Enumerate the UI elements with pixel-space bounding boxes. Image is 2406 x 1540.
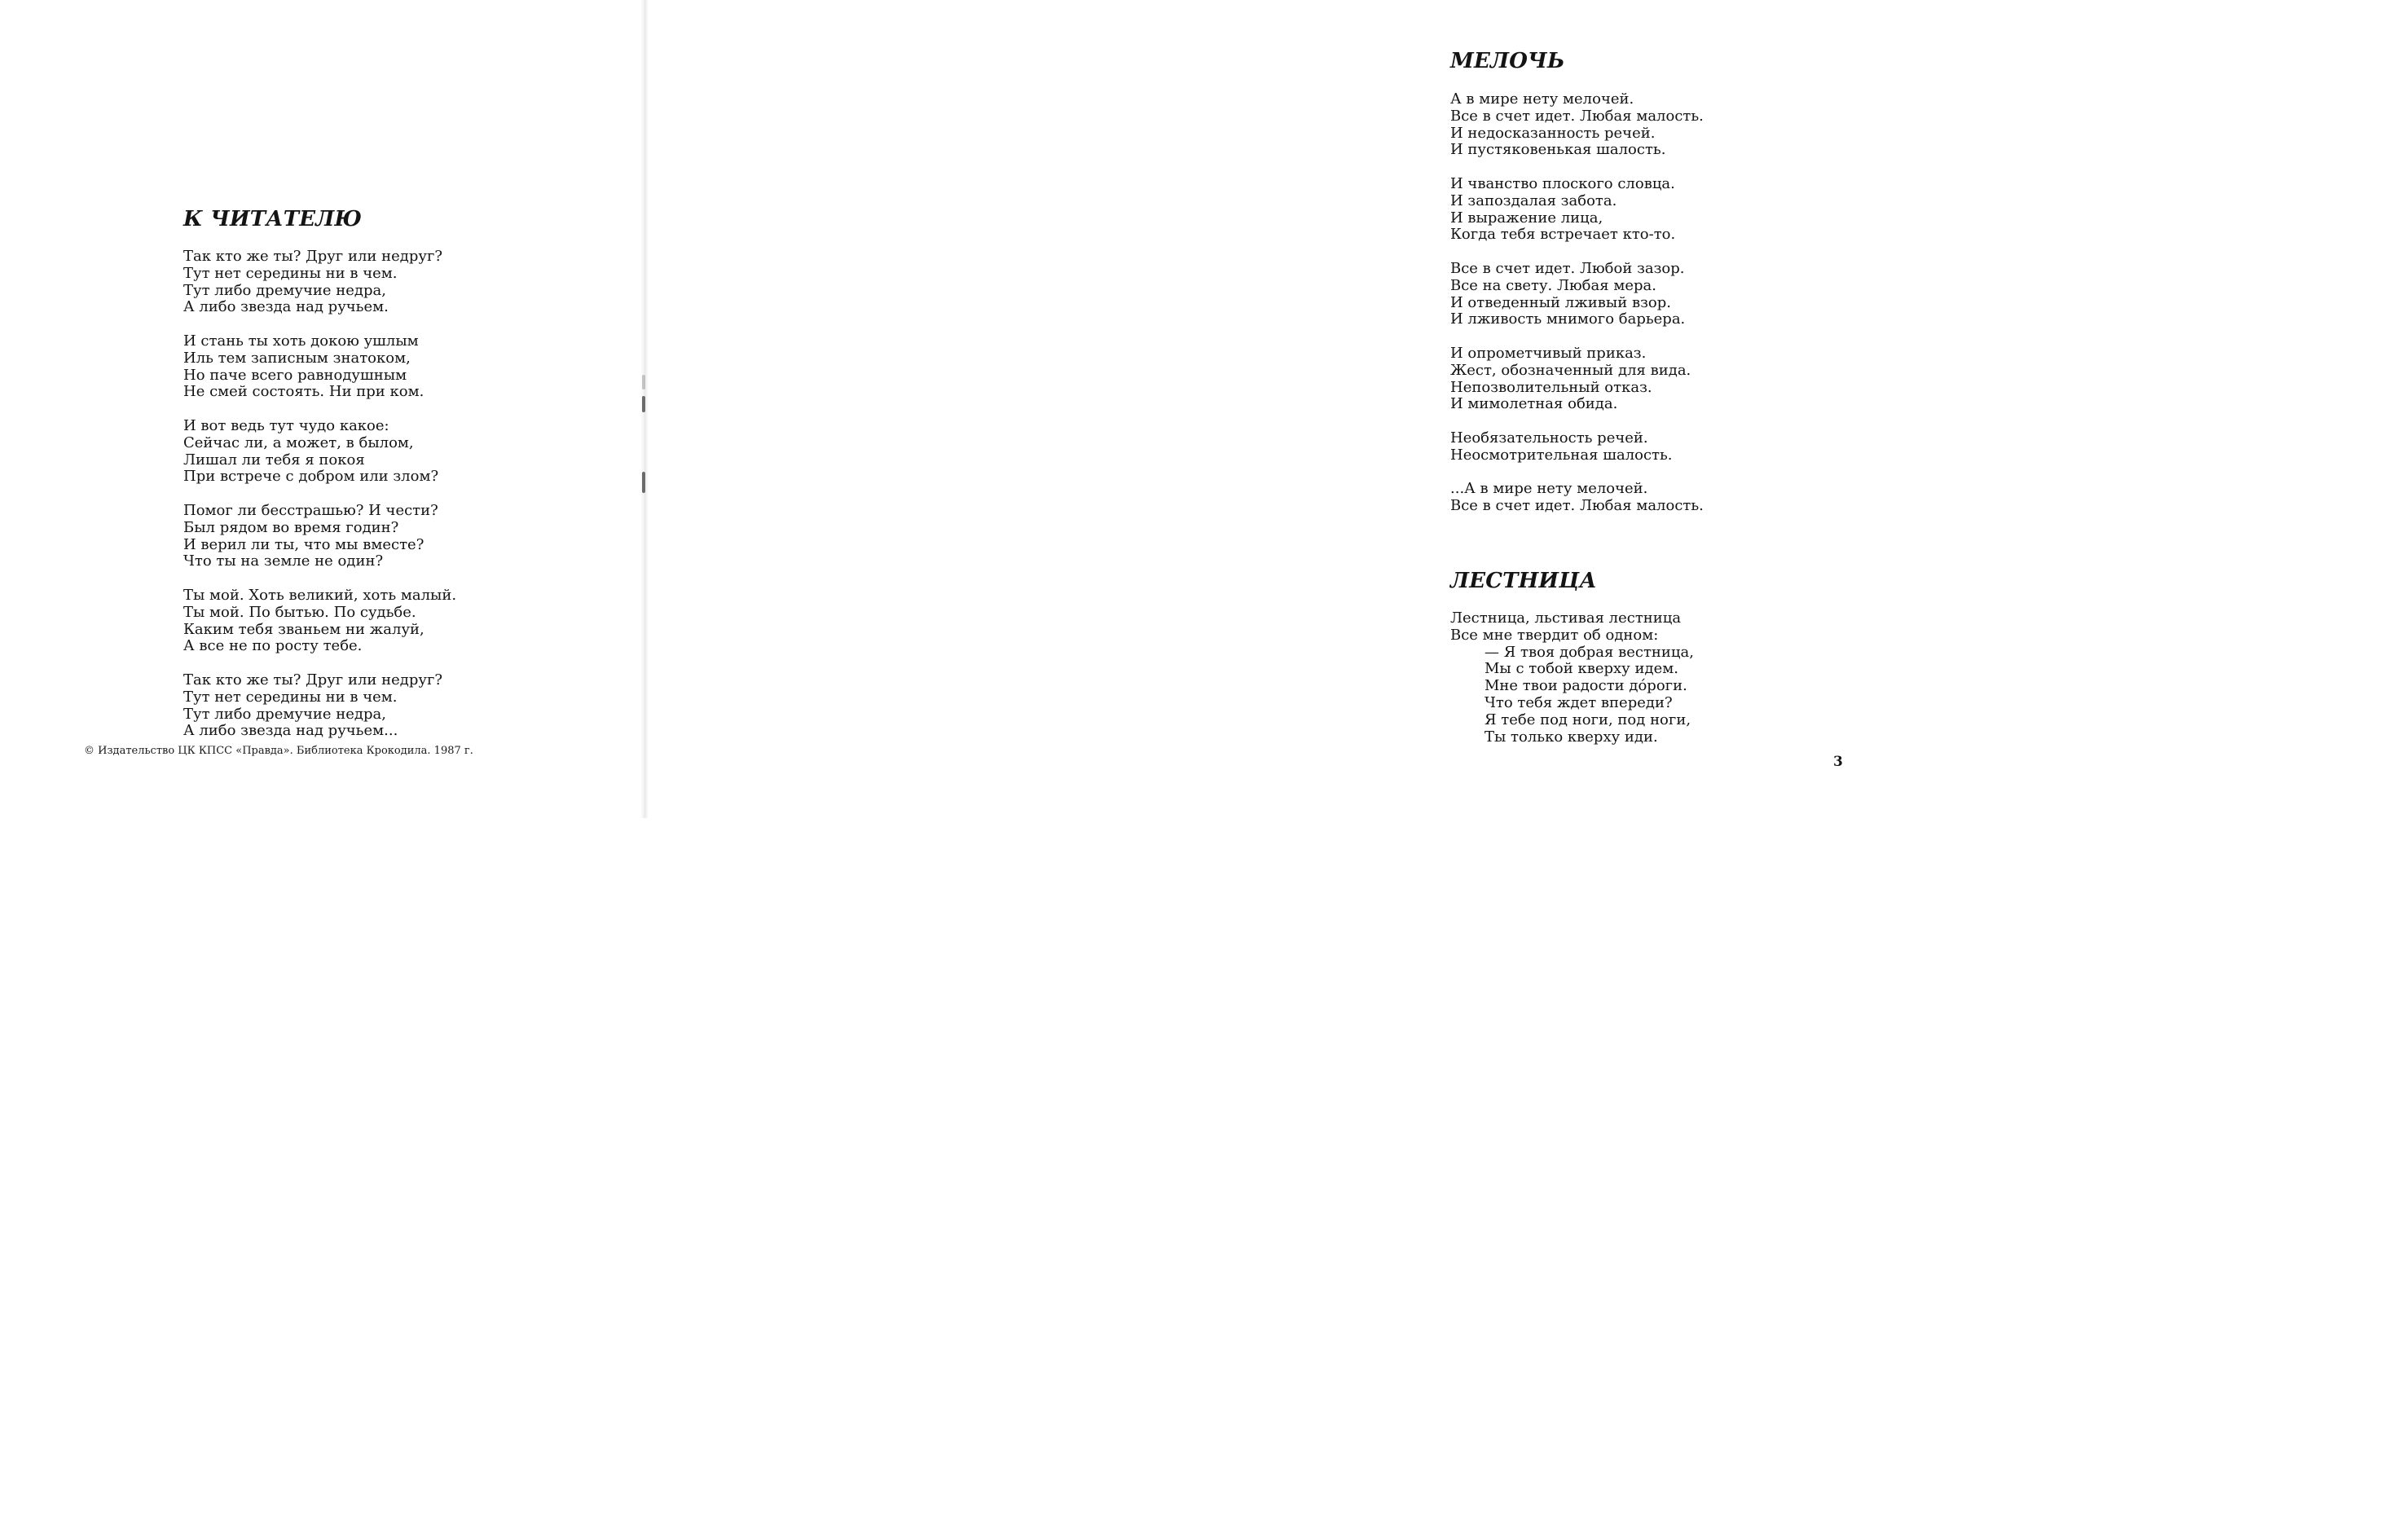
poem-line: Тут либо дремучие недра, [183,705,386,723]
poem-body-k-chitatelyu [183,249,456,740]
poem-line: — Я твоя добрая вестница, [1485,643,1694,661]
poem-line: Каким тебя званьем ни жалуй, [183,620,424,638]
poem-line: И выражение лица, [1450,209,1603,227]
poem-line: Я тебе под ноги, под ноги, [1485,711,1691,728]
poem-body-meloch [1450,91,1704,515]
poem-line: Ты мой. Хоть великий, хоть малый. [183,586,457,604]
poem-line: А либо звезда над ручьем... [183,722,398,740]
poem-line: Был рядом во время годин? [183,518,399,536]
poem-line: А либо звезда над ручьем. [183,298,389,316]
poem-line: Все в счет идет. Любой зазор. [1450,259,1685,277]
stanza-break [183,655,456,672]
poem-line: И вот ведь тут чудо какое: [183,416,389,434]
stanza-break [183,570,456,587]
poem-line: Неосмотрительная шалость. [1450,446,1673,464]
poem-line: Сейчас ли, а может, в былом, [183,433,414,451]
poem-line: И запоздалая забота. [1450,191,1617,209]
poem-line: И опрометчивый приказ. [1450,344,1647,362]
poem-line: Мне твои радости дóроги. [1485,677,1687,695]
poem-line: Но паче всего равнодушным [183,366,407,384]
poem-line: Тут либо дремучие недра, [183,281,386,299]
stanza-break [1450,244,1704,261]
poem-line: И лживость мнимого барьера. [1450,310,1686,328]
stanza-break [183,316,456,333]
page-number: 3 [1833,754,1843,770]
poem-line: Лишал ли тебя я покоя [183,451,365,469]
poem-title-meloch: МЕЛОЧЬ [1450,49,1565,73]
poem-line: Иль тем записным знатоком, [183,349,411,367]
poem-line: И недосказанность речей. [1450,124,1656,142]
poem-line: Так кто же ты? Друг или недруг? [183,248,443,265]
stanza-break [1450,159,1704,176]
poem-line: При встрече с добром или злом? [183,468,439,486]
stanza-break [1450,413,1704,430]
poem-line: И стань ты хоть докою ушлым [183,332,419,350]
poem-title-lestnitsa: ЛЕСТНИЦА [1450,569,1597,593]
poem-line: Тут нет середины ни в чем. [183,688,398,706]
poem-line: Все мне твердит об одном: [1450,626,1659,644]
poem-line: А все не по росту тебе. [183,637,363,655]
poem-line: Мы с тобой кверху идем. [1485,660,1678,678]
stanza-break [1450,464,1704,482]
poem-line: Жест, обозначенный для вида. [1450,361,1691,379]
poem-body-lestnitsa [1450,610,1694,746]
poem-line: Помог ли бесстрашью? И чести? [183,501,438,519]
poem-line: И пустяковенькая шалость. [1450,141,1666,159]
poem-line: Все в счет идет. Любая малость. [1450,497,1704,515]
poem-line: Необязательность речей. [1450,429,1648,447]
poem-line: И мимолетная обида. [1450,395,1618,413]
poem-line: Непозволительный отказ. [1450,378,1652,396]
poem-line: Все на свету. Любая мера. [1450,276,1656,294]
poem-line: Ты только кверху иди. [1485,728,1658,746]
stanza-break [183,486,456,503]
stanza-break [183,401,456,418]
poem-line: Когда тебя встречает кто-то. [1450,226,1676,244]
poem-line: Так кто же ты? Друг или недруг? [183,671,443,689]
poem-title-k-chitatelyu: К ЧИТАТЕЛЮ [183,207,363,231]
poem-line: Все в счет идет. Любая малость. [1450,107,1704,125]
poem-line: Ты мой. По бытью. По судьбе. [183,603,416,621]
poem-line: ...А в мире нету мелочей. [1450,480,1648,498]
poem-line: Не смей состоять. Ни при ком. [183,383,424,401]
poem-line: И верил ли ты, что мы вместе? [183,535,424,553]
left-page [0,0,636,818]
right-page [636,0,1843,818]
poem-line: А в мире нету мелочей. [1450,90,1634,108]
poem-line: Что ты на земле не один? [183,552,384,570]
poem-line: И отведенный лживый взор. [1450,293,1671,311]
stanza-break [1450,328,1704,345]
copyright-notice: © Издательство ЦК КПСС «Правда». Библиотека Крокодила. 1987 г. [84,745,473,757]
poem-line: Лестница, льстивая лестница [1450,609,1682,627]
poem-line: Тут нет середины ни в чем. [183,264,398,282]
poem-line: И чванство плоского словца. [1450,174,1675,192]
poem-line: Что тебя ждет впереди? [1485,693,1673,711]
